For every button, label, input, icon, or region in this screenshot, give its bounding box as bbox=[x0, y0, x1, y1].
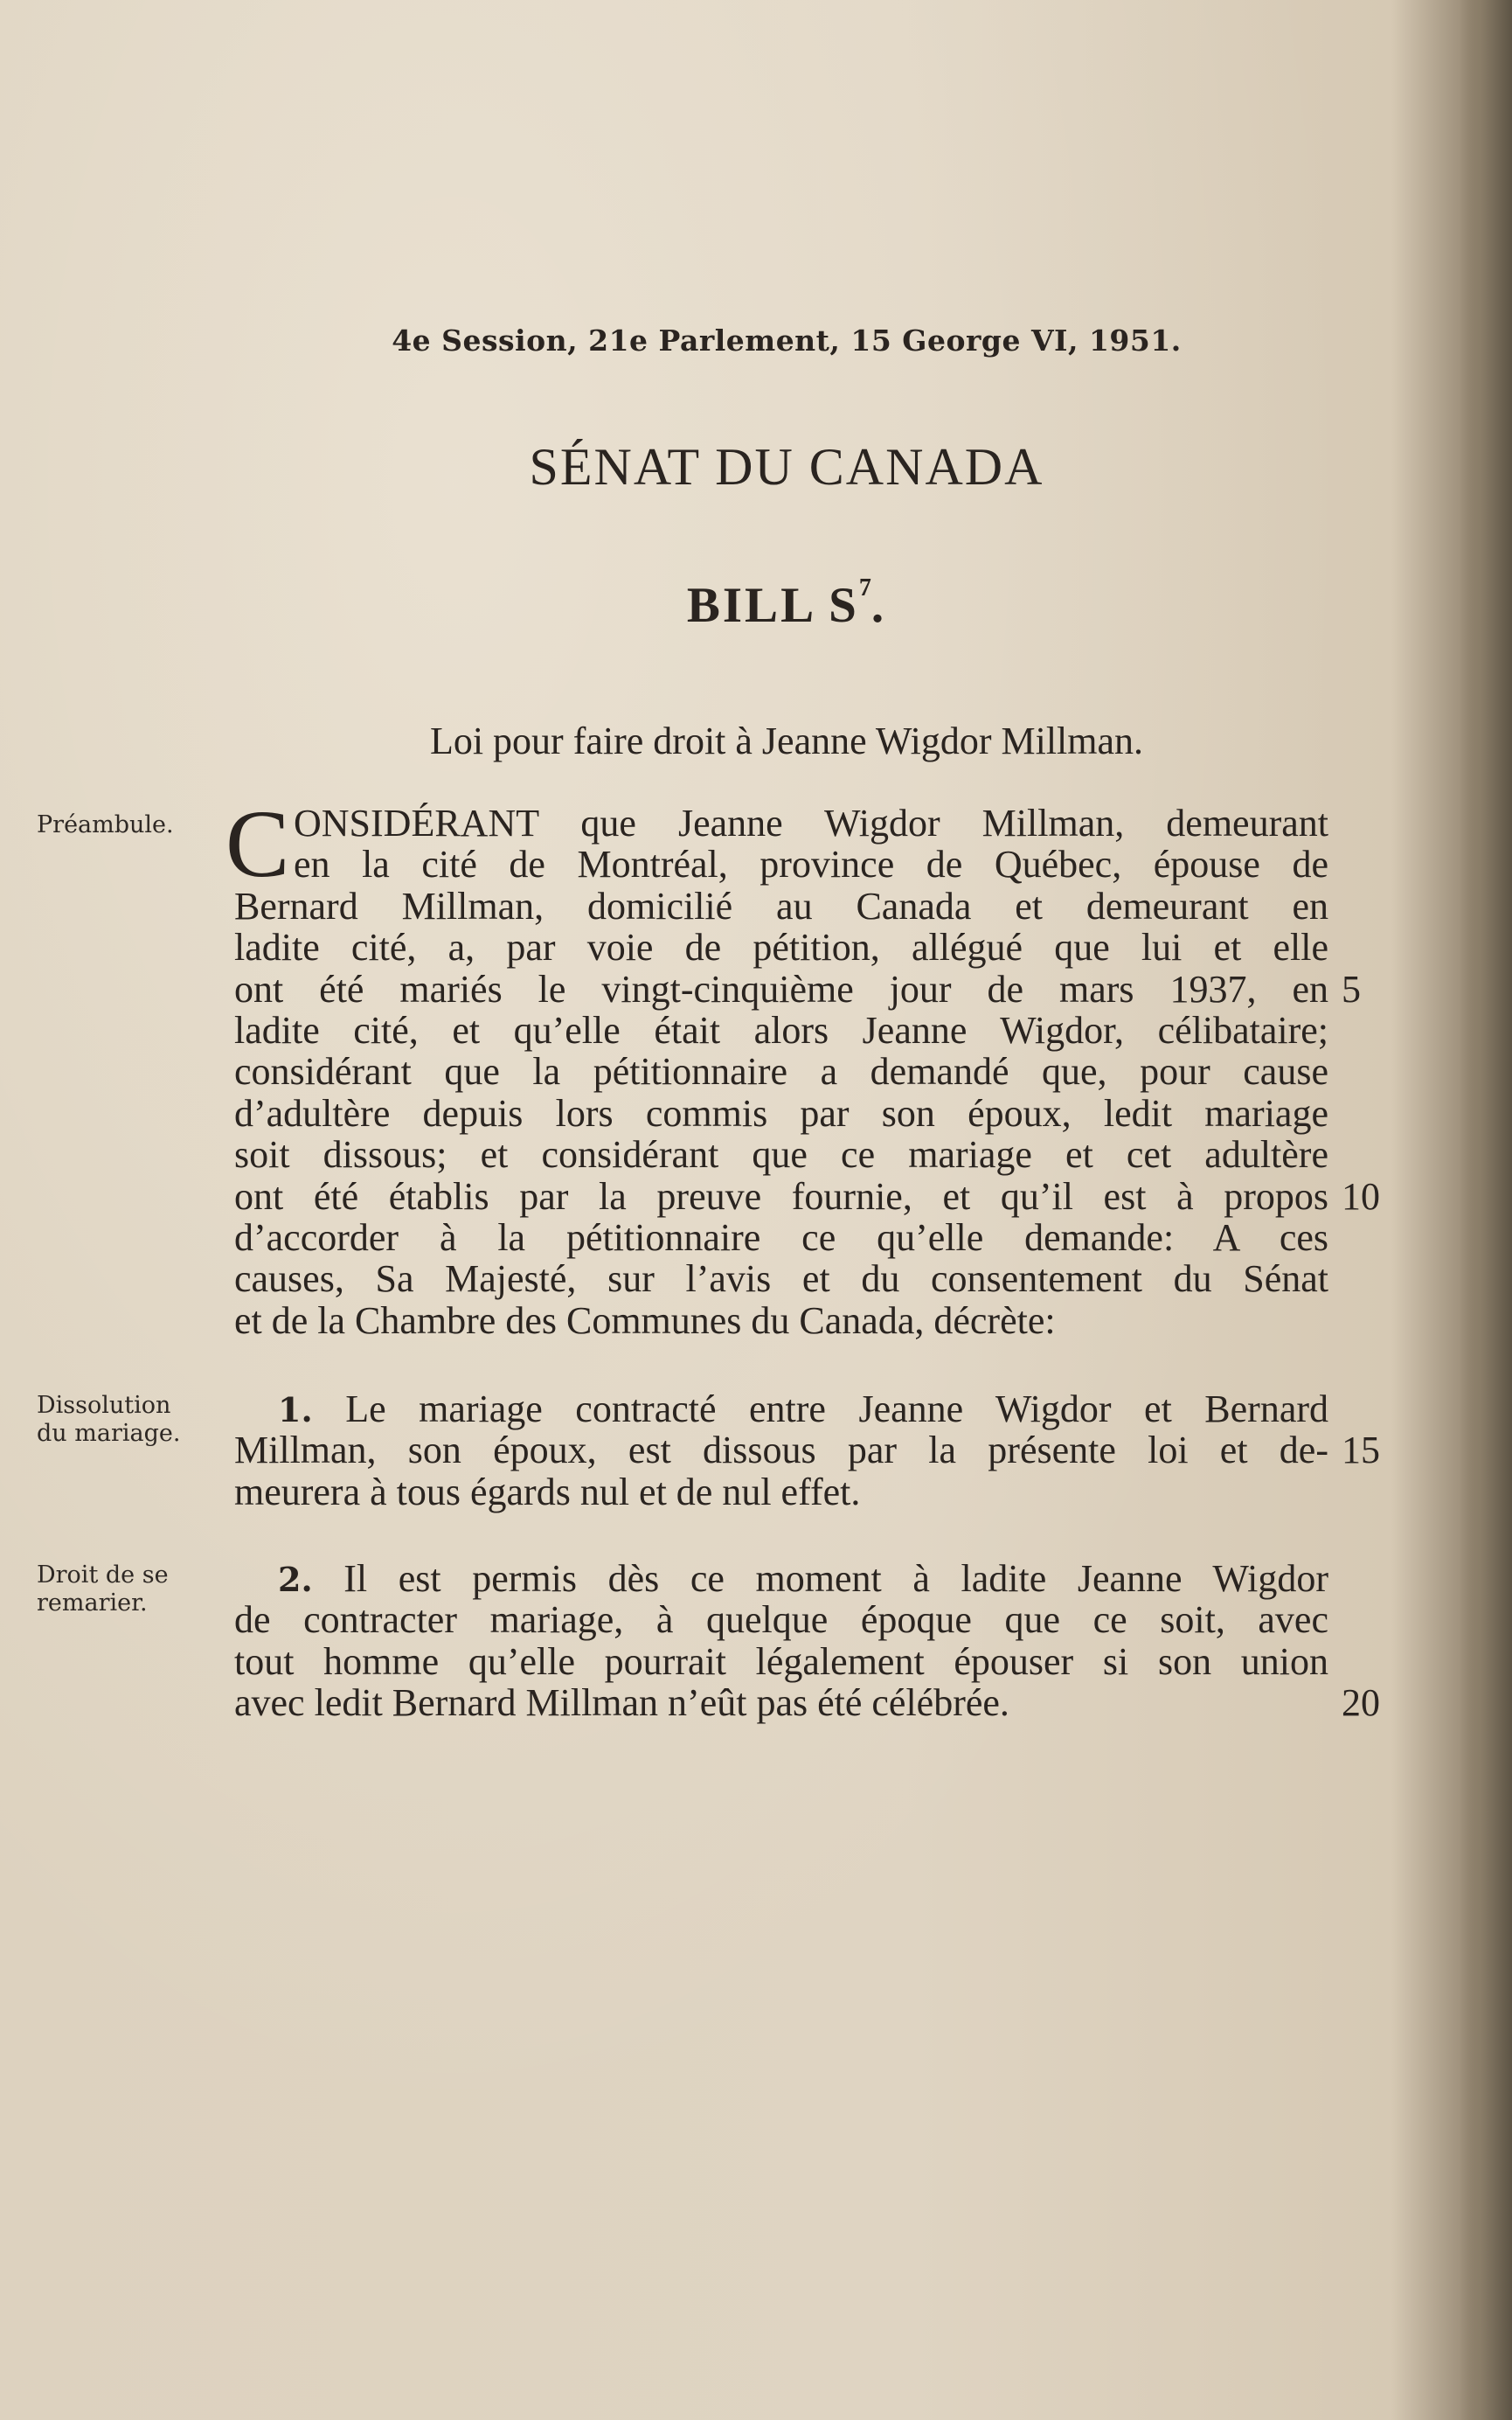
margin-note-remarry-line1: Droit de se bbox=[37, 1561, 169, 1589]
section-2-number: 2. bbox=[278, 1560, 313, 1599]
line-number: 15 bbox=[1342, 1429, 1380, 1471]
line-number: 5 bbox=[1342, 968, 1361, 1011]
preamble-line: ladite cité, et qu’elle était alors Jeanne Wigdor, célibataire; bbox=[234, 1008, 1328, 1052]
bill-label: BILL S bbox=[686, 578, 859, 633]
preamble-line: soit dissous; et considérant que ce mariage et cet adultère bbox=[234, 1133, 1328, 1177]
session-header: 4e Session, 21e Parlement, 15 George VI, 1951. bbox=[392, 323, 1182, 358]
preamble-line: d’accorder à la pétitionnaire ce qu’elle demande: A ces bbox=[234, 1215, 1328, 1259]
section-1-line: meurera à tous égards nul et de nul effet. bbox=[234, 1470, 861, 1513]
preamble-line: en la cité de Montréal, province de Québec, épouse de bbox=[294, 843, 1328, 887]
line-number: 10 bbox=[1342, 1175, 1380, 1218]
bill-period: . bbox=[870, 578, 887, 633]
section-2-line: avec ledit Bernard Millman n’eût pas été célébrée. bbox=[234, 1681, 1009, 1725]
preamble-line: Bernard Millman, domicilié au Canada et demeurant en bbox=[234, 884, 1328, 928]
section-1-line bbox=[234, 1388, 1328, 1429]
preamble-line: ont été établis par la preuve fournie, et qu’il est à propos bbox=[234, 1174, 1328, 1218]
line-number: 20 bbox=[1342, 1681, 1380, 1724]
preamble-line: ladite cité, a, par voie de pétition, allégué que lui et elle bbox=[234, 926, 1328, 970]
book-spine-shadow bbox=[1460, 0, 1512, 2420]
senate-title: SÉNAT DU CANADA bbox=[529, 438, 1044, 496]
section-2-line: de contracter mariage, à quelque époque que ce soit, avec bbox=[234, 1598, 1328, 1642]
section-2-line: tout homme qu’elle pourrait légalement épouser si son union bbox=[234, 1639, 1328, 1683]
preamble-line: considérant que la pétitionnaire a demandé que, pour cause bbox=[234, 1050, 1328, 1094]
section-2-paragraph bbox=[234, 1558, 1328, 1724]
preamble-line: et de la Chambre des Communes du Canada, décrète: bbox=[234, 1298, 1056, 1342]
section-2-line bbox=[234, 1558, 1328, 1599]
section-1-line: Millman, son époux, est dissous par la présente loi et de- bbox=[234, 1429, 1328, 1472]
bill-title bbox=[0, 574, 1512, 634]
margin-note-dissolution-line1: Dissolution bbox=[37, 1392, 171, 1419]
preamble-line: d’adultère depuis lors commis par son époux, ledit mariage bbox=[234, 1091, 1328, 1135]
section-1-paragraph bbox=[234, 1388, 1328, 1512]
preamble-line: causes, Sa Majesté, sur l’avis et du consentement du Sénat bbox=[234, 1257, 1328, 1301]
section-1-number: 1. bbox=[278, 1390, 313, 1429]
margin-note-remarry-line2: remarier. bbox=[37, 1589, 148, 1617]
preamble-paragraph bbox=[225, 790, 1328, 1342]
preamble-line: ONSIDÉRANT que Jeanne Wigdor Millman, demeurant bbox=[294, 802, 1328, 845]
margin-note-remarry bbox=[37, 1561, 203, 1617]
margin-note-dissolution-line2: du mariage. bbox=[37, 1420, 181, 1447]
bill-subtitle: Loi pour faire droit à Jeanne Wigdor Millman. bbox=[429, 720, 1144, 762]
preamble-line: ont été mariés le vingt-cinquième jour de mars 1937, en bbox=[234, 967, 1328, 1011]
section-1-text: Le mariage contracté entre Jeanne Wigdor et Bernard bbox=[345, 1387, 1329, 1430]
margin-note-preamble: Préambule. bbox=[37, 811, 174, 838]
section-2-text: Il est permis dès ce moment à ladite Jeanne Wigdor bbox=[343, 1557, 1328, 1600]
bill-number: 7 bbox=[858, 574, 871, 602]
margin-note-dissolution bbox=[37, 1392, 203, 1448]
preamble-dropcap: C bbox=[225, 790, 290, 897]
